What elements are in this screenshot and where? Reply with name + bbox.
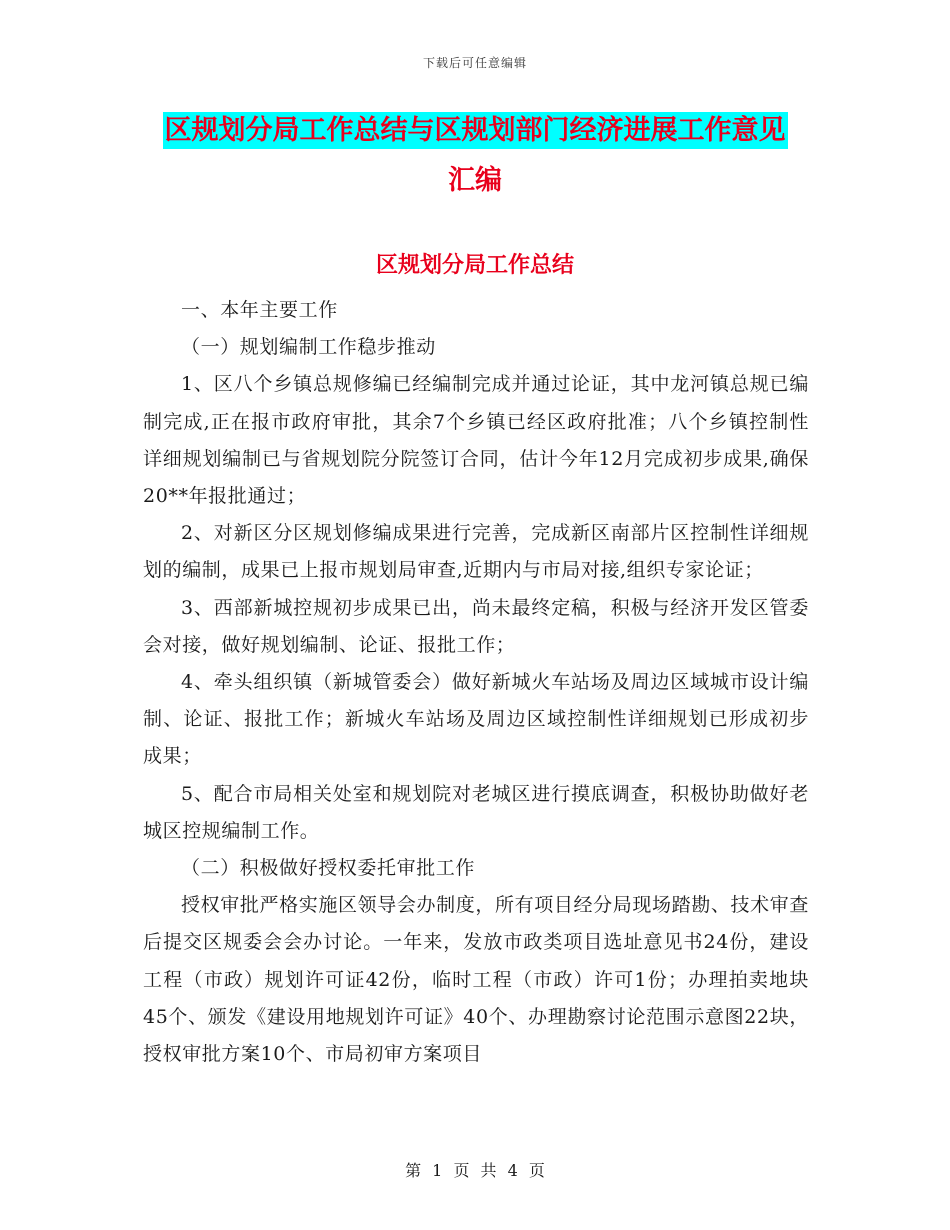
heading-main-work: 一、本年主要工作 [181, 299, 338, 321]
paragraph-item-3: 3、西部新城控规初步成果已出，尚未最终定稿，积极与经济开发区管委会对接，做好规划编制、论证、报批工作； [143, 596, 809, 656]
paragraph-item-2: 2、对新区分区规划修编成果进行完善，完成新区南部片区控制性详细规划的编制，成果已上报市规划局审查,近期内与市局对接,组织专家论证； [143, 522, 809, 582]
subheading-planning: （一）规划编制工作稳步推动 [181, 336, 436, 359]
document-title [0, 106, 950, 206]
subheading-approval: （二）积极做好授权委托审批工作 [181, 857, 476, 880]
paragraph-item-1: 1、区八个乡镇总规修编已经编制完成并通过论证，其中龙河镇总规已编制完成,正在报市政府审批，其余7个乡镇已经区政府批准；八个乡镇控制性详细规划编制已与省规划院分院签订合同，估计今年12月完成初步成果,确保20**年报批通过； [143, 373, 809, 508]
document-title-line1: 区规划分局工作总结与区规划部门经济进展工作意见 [163, 112, 788, 149]
page-header-note: 下载后可任意编辑 [422, 56, 527, 70]
page-footer-number: 第 1 页 共 4 页 [405, 1161, 545, 1180]
paragraph-approval: 授权审批严格实施区领导会办制度，所有项目经分局现场踏勘、技术审查后提交区规委会会办讨论。一年来，发放市政类项目选址意见书24份，建设工程（市政）规划许可证42份，临时工程（市政）许可1份；办理拍卖地块45个、颁发《建设用地规划许可证》40个、办理勘察讨论范围示意图22块，授权审批方案10个、市局初审方案项目 [143, 894, 809, 1066]
section-title: 区规划分局工作总结 [375, 253, 574, 278]
paragraph-item-4: 4、牵头组织镇（新城管委会）做好新城火车站场及周边区域城市设计编制、论证、报批工作；新城火车站场及周边区域控制性详细规划已形成初步成果； [143, 671, 809, 768]
document-title-line2: 汇编 [448, 165, 502, 196]
document-body [143, 292, 809, 1073]
paragraph-item-5: 5、配合市局相关处室和规划院对老城区进行摸底调查，积极协助做好老城区控规编制工作。 [143, 782, 809, 842]
